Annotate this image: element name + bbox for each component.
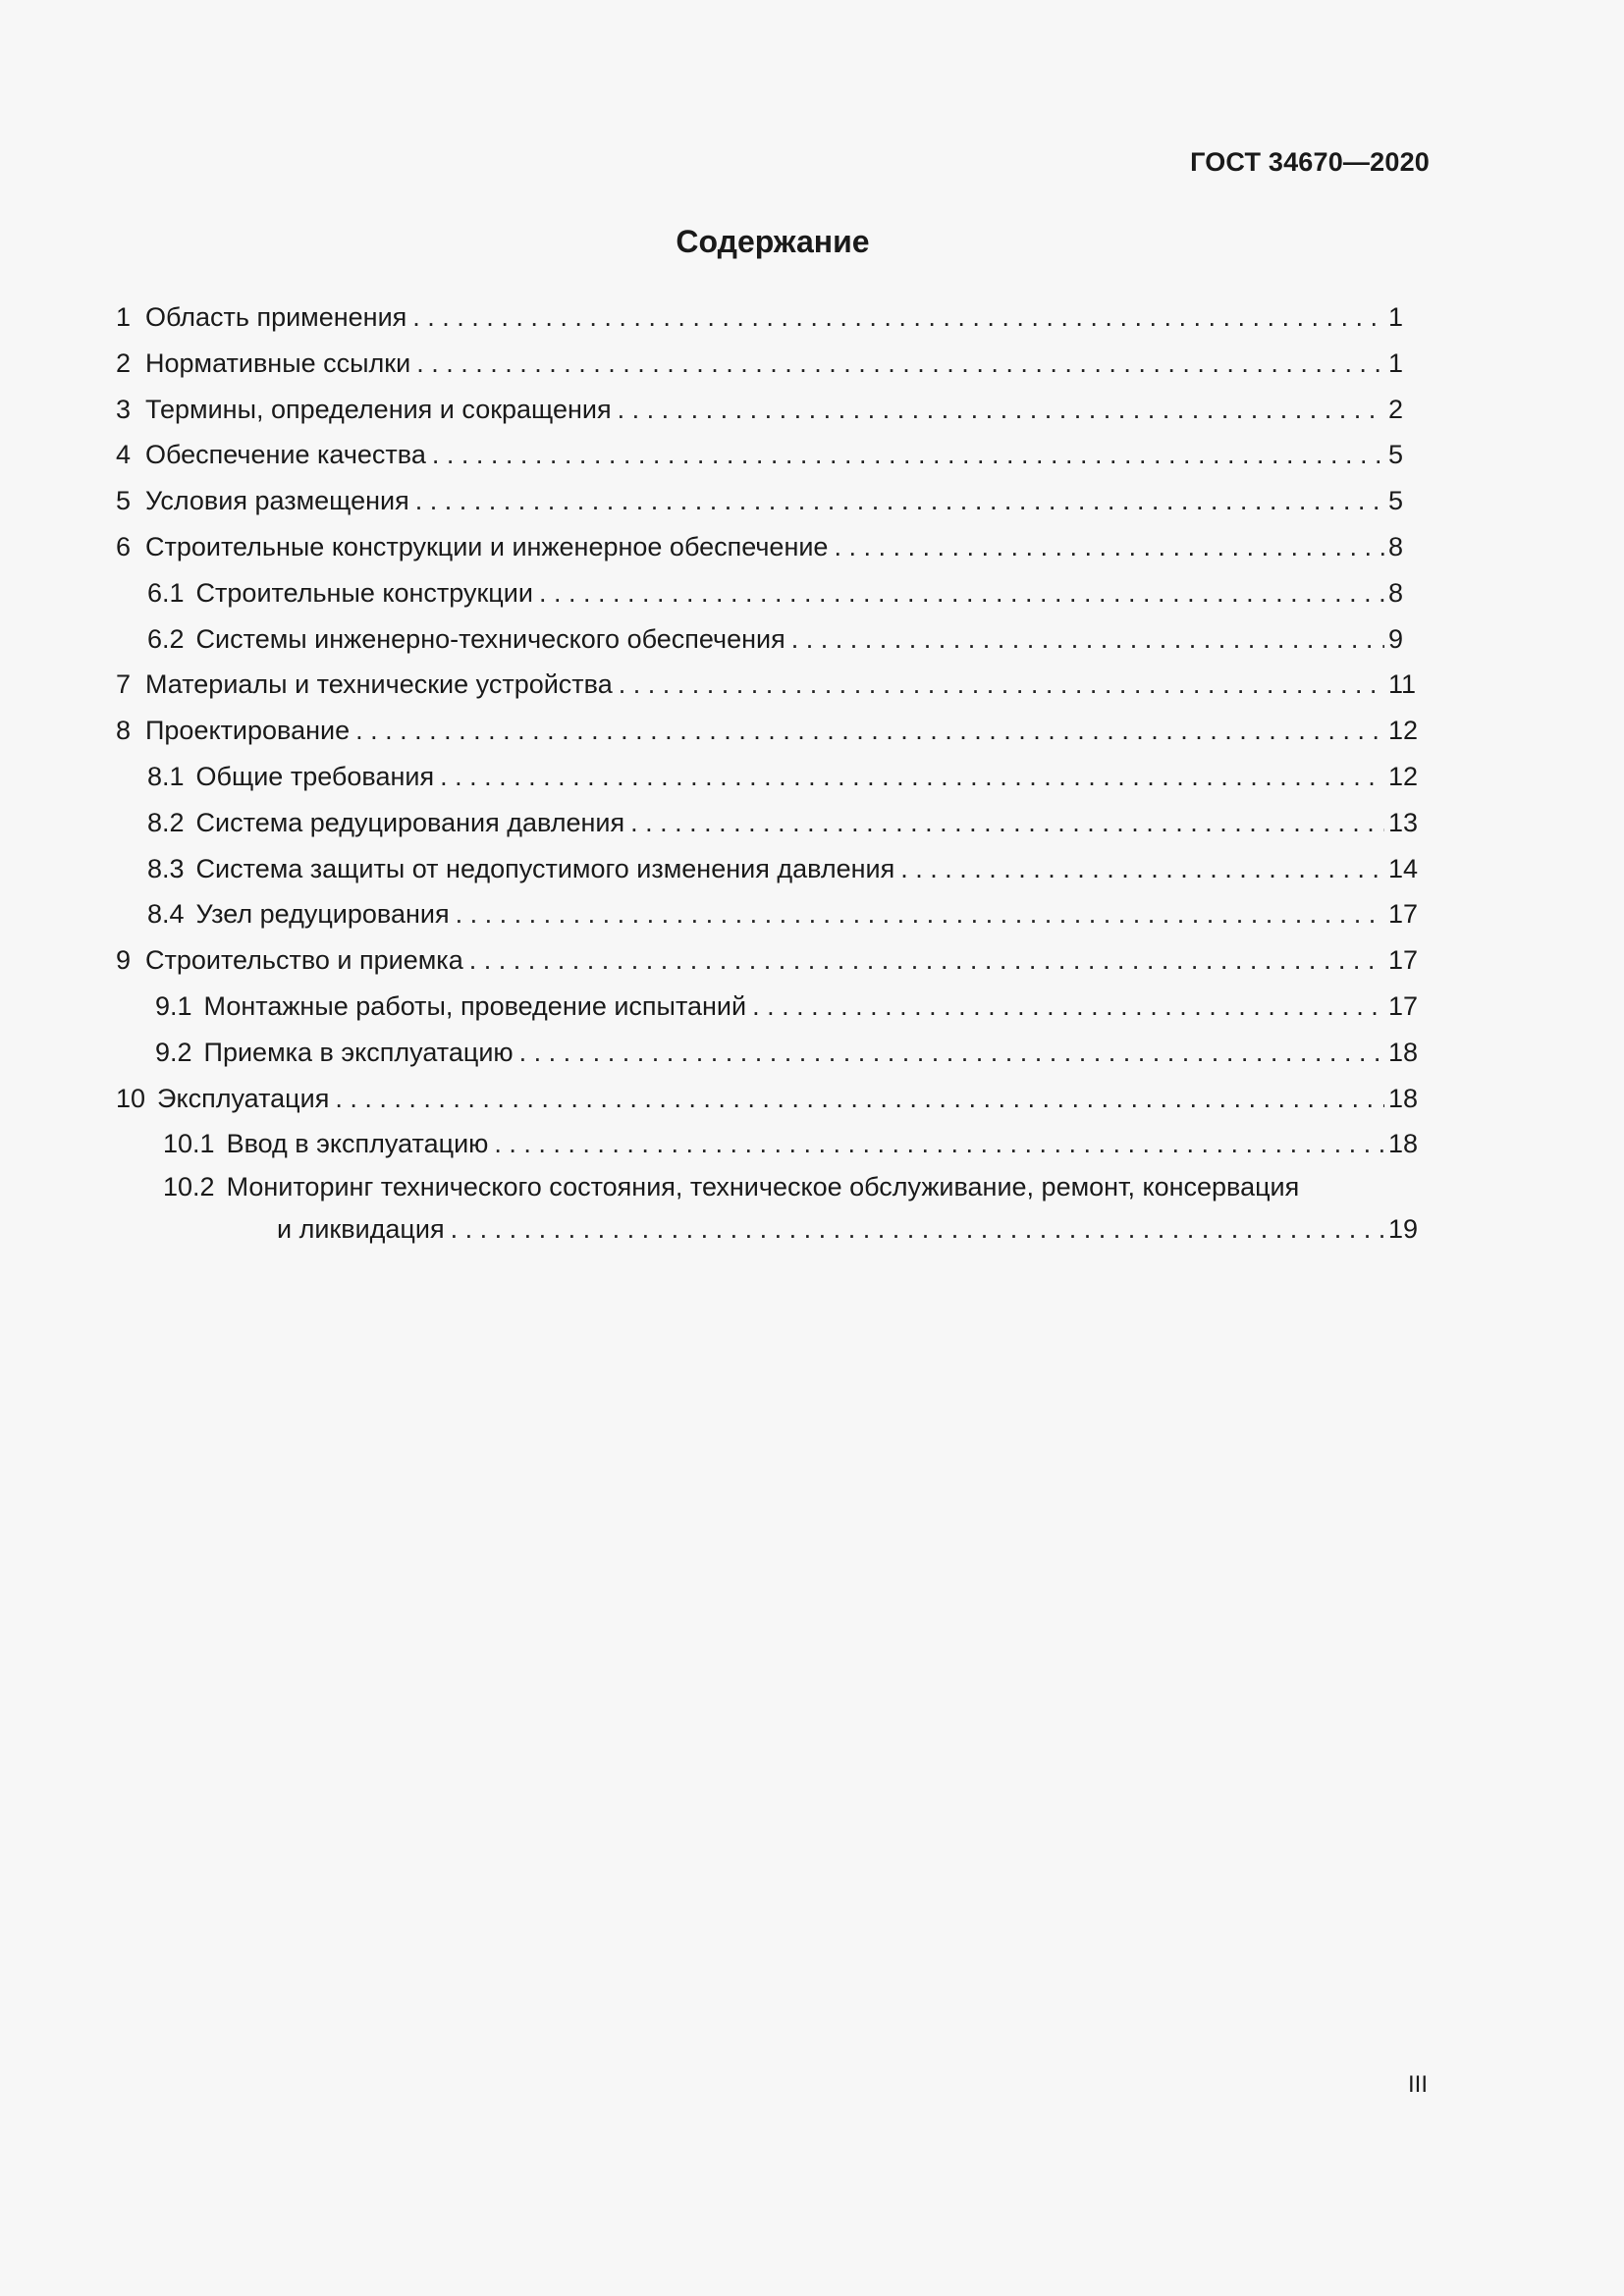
toc-entry[interactable]: [116, 478, 1430, 524]
toc-title: Содержание: [676, 224, 870, 259]
toc-entry-title: Строительство и приемка: [145, 945, 463, 976]
toc-entry-title: Проектирование: [145, 716, 351, 746]
dot-leader: [618, 387, 1384, 433]
toc-entry-number: 2: [116, 347, 132, 378]
toc-entry-page: 9: [1388, 623, 1404, 654]
toc-entry-page: 8: [1388, 531, 1404, 561]
dot-leader: [834, 524, 1384, 570]
toc-entry-page: 5: [1388, 486, 1404, 516]
toc-entry-title: Эксплуатация: [157, 1083, 330, 1113]
toc-entry[interactable]: [116, 846, 1430, 892]
toc-entry-number: 6.1: [147, 577, 185, 608]
toc-entry-number: 8.1: [147, 761, 185, 791]
dot-leader: [519, 1030, 1384, 1076]
dot-leader: [451, 1206, 1384, 1252]
toc-entry-title: Область применения: [145, 302, 407, 332]
toc-entry-title: Ввод в эксплуатацию: [226, 1129, 489, 1159]
toc-entry-number: 5: [116, 486, 132, 516]
toc-entry[interactable]: [116, 341, 1430, 387]
toc-entry-title: Узел редуцирования: [195, 899, 450, 930]
document-code: ГОСТ 34670—2020: [1190, 147, 1430, 177]
toc-entry-number: 7: [116, 669, 132, 700]
toc-entry-title: Обеспечение качества: [145, 440, 426, 470]
toc-entry[interactable]: [116, 754, 1430, 800]
toc-entry[interactable]: [116, 800, 1430, 846]
toc-entry-number: 10.1: [163, 1129, 215, 1159]
toc-entry[interactable]: [116, 387, 1430, 433]
toc-entry-number: 8.2: [147, 807, 185, 837]
dot-leader: [355, 708, 1384, 754]
toc-entry[interactable]: [116, 1121, 1430, 1167]
toc-entry-page: 17: [1388, 899, 1419, 930]
dot-leader: [494, 1121, 1384, 1167]
toc-entry-number: 1: [116, 302, 132, 332]
dot-leader: [456, 891, 1384, 937]
toc-entry-number: 9: [116, 945, 132, 976]
toc-entry-page: 5: [1388, 440, 1404, 470]
toc-entry-title: Монтажные работы, проведение испытаний: [203, 990, 747, 1021]
dot-leader: [335, 1076, 1384, 1122]
toc-entry[interactable]: [116, 1167, 1430, 1252]
toc-entry-number: 8.4: [147, 899, 185, 930]
toc-entry[interactable]: [116, 708, 1430, 754]
toc-entry-page: 17: [1388, 945, 1419, 976]
toc-entry-number: 10.2: [163, 1172, 215, 1202]
toc-entry-number: 9.2: [155, 1037, 192, 1067]
toc-entry-page: 18: [1388, 1083, 1419, 1113]
toc-entry-page: 18: [1388, 1129, 1419, 1159]
toc-entry-title: Общие требования: [195, 761, 435, 791]
toc-entry[interactable]: [116, 984, 1430, 1030]
dot-leader: [900, 846, 1384, 892]
toc-entry[interactable]: [116, 891, 1430, 937]
toc-entry-page: 17: [1388, 990, 1419, 1021]
toc-entry[interactable]: [116, 570, 1430, 616]
dot-leader: [412, 294, 1384, 341]
toc-entry-page: 1: [1388, 347, 1404, 378]
toc-entry-title: Мониторинг технического состояния, техническое обслуживание, ремонт, консервация: [226, 1172, 1300, 1202]
toc-entry-title: Материалы и технические устройства: [145, 669, 613, 700]
toc-entry-title: Система защиты от недопустимого изменения давления: [195, 853, 895, 883]
toc-entry-number: 8.3: [147, 853, 185, 883]
dot-leader: [432, 432, 1384, 478]
toc-entry-number: 6: [116, 531, 132, 561]
toc-entry[interactable]: [116, 1076, 1430, 1122]
toc-entry-title: Нормативные ссылки: [145, 347, 411, 378]
toc-entry[interactable]: [116, 662, 1430, 708]
toc-entry[interactable]: [116, 1030, 1430, 1076]
dot-leader: [630, 800, 1384, 846]
toc-entry-number: 8: [116, 716, 132, 746]
toc-entry-page: 19: [1388, 1214, 1419, 1245]
toc-entry-page: 18: [1388, 1037, 1419, 1067]
toc-entry[interactable]: [116, 616, 1430, 663]
toc-entry-page: 12: [1388, 716, 1419, 746]
toc-entry-page: 14: [1388, 853, 1419, 883]
toc-entry-title: Строительные конструкции: [195, 577, 533, 608]
toc-entry-page: 1: [1388, 302, 1404, 332]
toc-entry-title: Системы инженерно-технического обеспечения: [195, 623, 785, 654]
toc-entry-number: 3: [116, 394, 132, 424]
toc-entry[interactable]: [116, 432, 1430, 478]
dot-leader: [539, 570, 1384, 616]
toc-entry-number: 10: [116, 1083, 146, 1113]
dot-leader: [415, 478, 1384, 524]
toc-entry-title: Система редуцирования давления: [195, 807, 625, 837]
toc-entry-line: [163, 1206, 1430, 1252]
page-number: III: [1407, 2071, 1428, 2098]
toc-entry-number: 9.1: [155, 990, 192, 1021]
dot-leader: [791, 616, 1384, 663]
toc-entry-number: 6.2: [147, 623, 185, 654]
toc-entry-title: Приемка в эксплуатацию: [203, 1037, 514, 1067]
toc-entry-title: Строительные конструкции и инженерное обеспечение: [145, 531, 829, 561]
toc-entry[interactable]: [116, 937, 1430, 984]
toc-entry-title: Термины, определения и сокращения: [145, 394, 612, 424]
toc-entry[interactable]: [116, 524, 1430, 570]
table-of-contents: [116, 294, 1430, 1252]
dot-leader: [416, 341, 1384, 387]
dot-leader: [619, 662, 1384, 708]
toc-entry-page: 2: [1388, 394, 1404, 424]
dot-leader: [440, 754, 1384, 800]
toc-entry-title: Условия размещения: [145, 486, 409, 516]
toc-entry[interactable]: [116, 294, 1430, 341]
toc-entry-page: 13: [1388, 807, 1419, 837]
dot-leader: [469, 937, 1384, 984]
toc-entry-page: 11: [1388, 669, 1417, 700]
toc-entry-line: [163, 1167, 1430, 1206]
toc-entry-title-continued: и ликвидация: [277, 1214, 445, 1245]
dot-leader: [752, 984, 1384, 1030]
toc-entry-page: 12: [1388, 761, 1419, 791]
toc-entry-page: 8: [1388, 577, 1404, 608]
toc-entry-number: 4: [116, 440, 132, 470]
